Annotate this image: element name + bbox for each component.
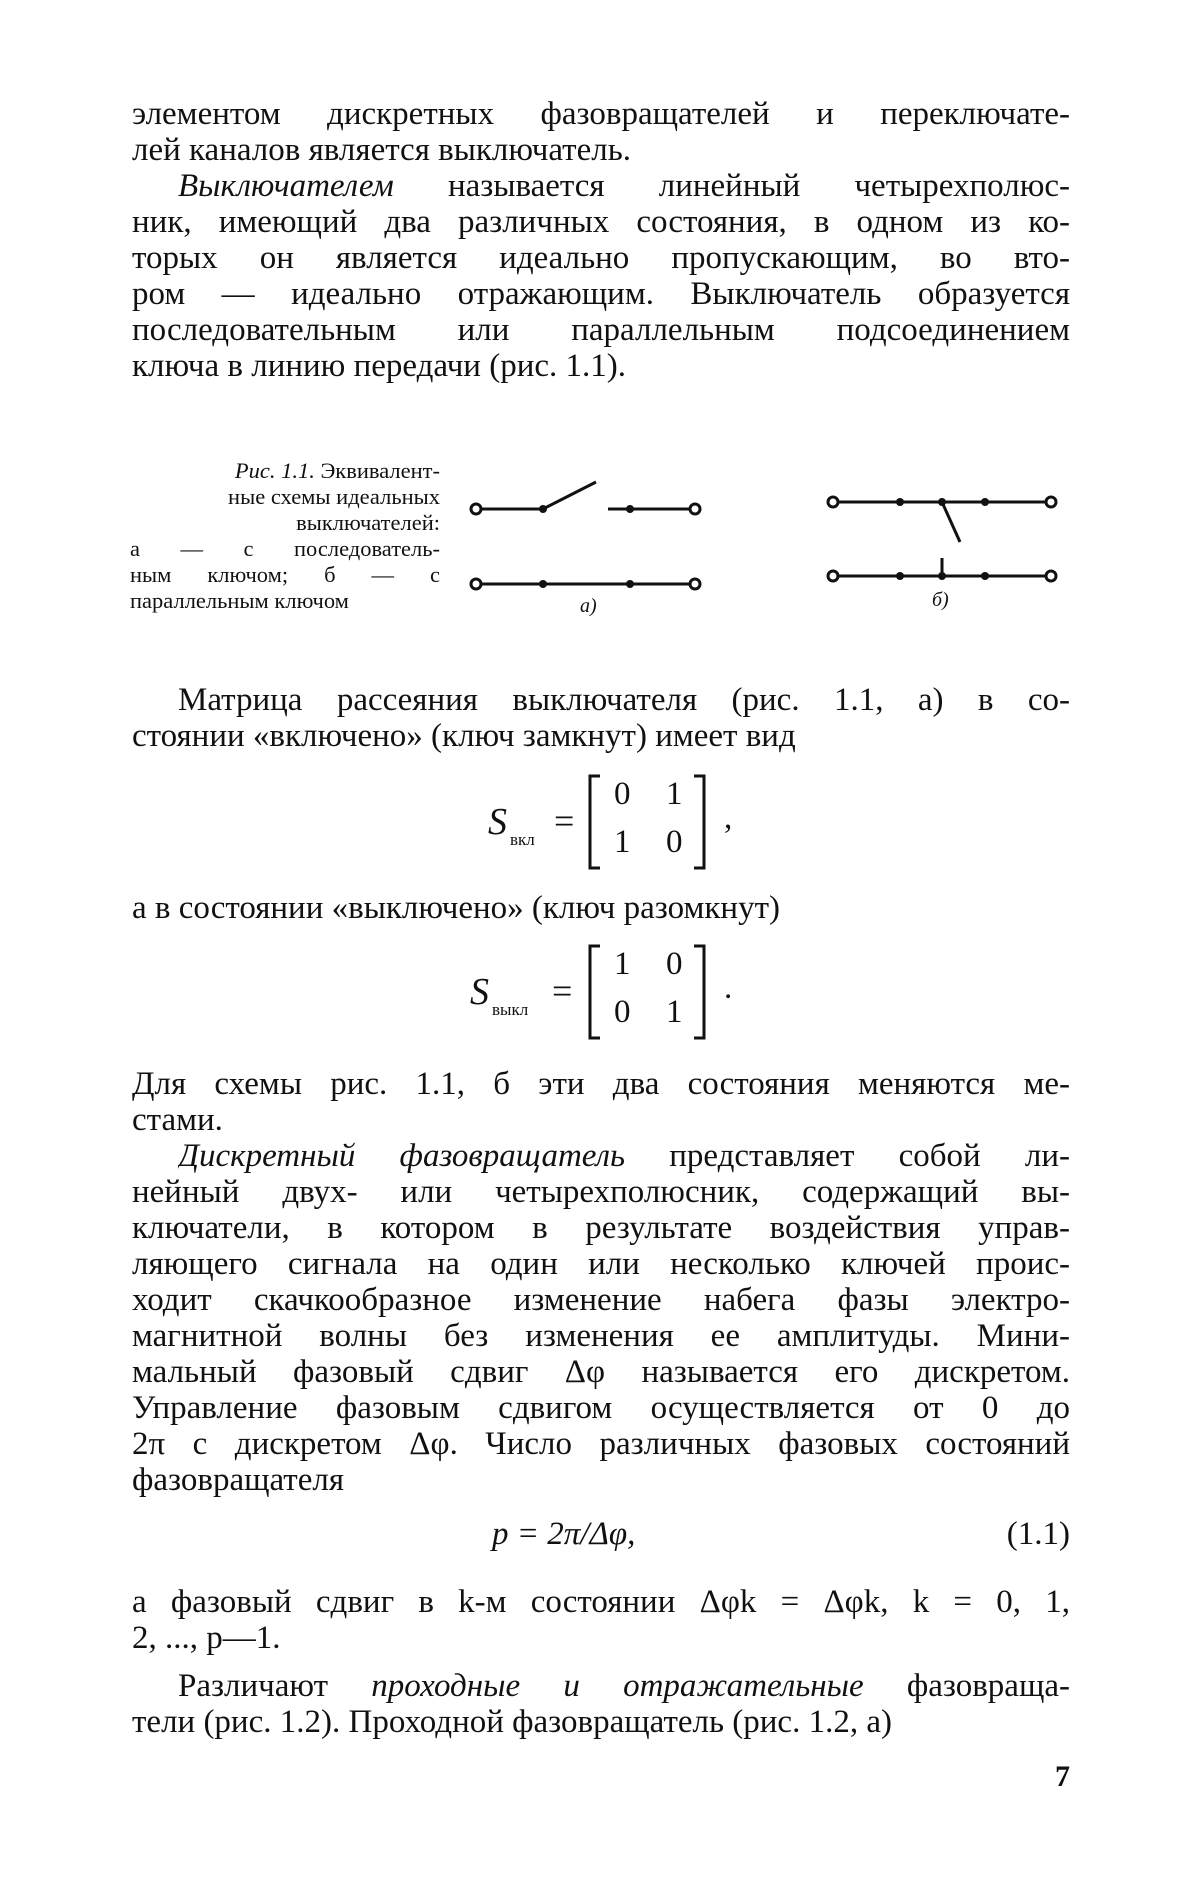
series-switch-diagram — [468, 470, 708, 620]
text-run: Различают — [178, 1668, 372, 1704]
terminal-circle — [1046, 497, 1056, 507]
matrix-cell: 0 — [614, 776, 631, 812]
text-line: а фазовый сдвиг в k-м состоянии Δφk = Δφk, k = 0, 1, — [132, 1584, 1070, 1620]
caption-line: выключателей: — [296, 510, 440, 535]
junction-dot — [896, 572, 904, 580]
figure-sublabel-b: б) — [932, 589, 949, 611]
text-line: нейный двух- или четырехполюсник, содержащий вы- — [132, 1174, 1070, 1210]
text-line: стоянии «включено» (ключ замкнут) имеет вид — [132, 718, 796, 754]
equals-sign: = — [552, 971, 573, 1011]
text-line: 2π с дискретом Δφ. Число различных фазовых состояний — [132, 1426, 1070, 1462]
text-line: фазовращателя — [132, 1462, 345, 1498]
parallel-switch-diagram — [820, 482, 1070, 622]
text-line: последовательным или параллельным подсоединением — [132, 312, 1070, 348]
text-line — [178, 168, 1070, 204]
defined-term: проходные и отражательные — [371, 1668, 864, 1704]
formula-punctuation: . — [724, 970, 733, 1006]
text-line: лей каналов является выключатель. — [132, 132, 631, 168]
text-line: ходит скачкообразное изменение набега фазы электро- — [132, 1282, 1070, 1318]
text-line: ник, имеющий два различных состояния, в одном из ко- — [132, 204, 1070, 240]
terminal-circle — [471, 504, 481, 514]
figure-caption — [130, 458, 440, 614]
matrix-s-off — [470, 942, 770, 1042]
figure-sublabel-a: а) — [580, 595, 597, 617]
switch-contact — [942, 502, 960, 542]
text-line: Для схемы рис. 1.1, б эти два состояния меняются ме- — [132, 1066, 1070, 1102]
text-run: называется линейный четырехполюс- — [393, 168, 1070, 204]
matrix-symbol: S — [470, 971, 489, 1013]
text-line — [178, 1668, 1070, 1704]
matrix-cell: 0 — [666, 946, 683, 982]
terminal-circle — [690, 579, 700, 589]
junction-dot — [981, 498, 989, 506]
text-line: ключа в линию передачи (рис. 1.1). — [132, 348, 627, 384]
text-run: представляет собой ли- — [625, 1138, 1070, 1174]
text-line — [178, 1138, 1070, 1174]
text-line: ключатели, в котором в результате воздействия управ- — [132, 1210, 1070, 1246]
matrix-symbol: S — [488, 801, 507, 843]
equals-sign: = — [554, 801, 575, 841]
caption-line: ные схемы идеальных — [228, 484, 440, 509]
matrix-brackets — [586, 942, 716, 1042]
terminal-circle — [828, 571, 838, 581]
text-line: мальный фазовый сдвиг Δφ называется его дискретом. — [132, 1354, 1070, 1390]
terminal-circle — [828, 497, 838, 507]
matrix-s-on — [488, 772, 768, 872]
equation-1-1: p = 2π/Δφ, — [492, 1516, 636, 1552]
switch-contact — [543, 482, 596, 509]
caption-line: а — с последователь- — [130, 536, 440, 561]
matrix-cell: 1 — [666, 776, 683, 812]
matrix-brackets — [586, 772, 716, 872]
caption-line: ным ключом; б — с — [130, 562, 440, 587]
text-line: Управление фазовым сдвигом осуществляется от 0 до — [132, 1390, 1070, 1426]
text-line: тели (рис. 1.2). Проходной фазовращатель (рис. 1.2, а) — [132, 1704, 892, 1740]
junction-dot — [896, 498, 904, 506]
formula-punctuation: , — [724, 800, 733, 836]
page-number: 7 — [1055, 1760, 1070, 1793]
junction-dot — [938, 572, 946, 580]
text-line: 2, ..., p—1. — [132, 1620, 281, 1656]
text-line: ляющего сигнала на один или несколько ключей проис- — [132, 1246, 1070, 1282]
defined-term: Дискретный фазовращатель — [178, 1138, 626, 1174]
text-line: элементом дискретных фазовращателей и переключате- — [132, 96, 1070, 132]
junction-dot — [938, 498, 946, 506]
equation-number: (1.1) — [1006, 1516, 1070, 1552]
text-line: торых он является идеально пропускающим, во вто- — [132, 240, 1070, 276]
text-run: фазовраща- — [863, 1668, 1070, 1704]
figure-label: Рис. 1.1. — [234, 458, 315, 483]
matrix-cell: 1 — [614, 824, 631, 860]
junction-dot — [626, 505, 634, 513]
caption-line: параллельным ключом — [130, 588, 349, 613]
terminal-circle — [1046, 571, 1056, 581]
text-line: ром — идеально отражающим. Выключатель образуется — [132, 276, 1070, 312]
junction-dot — [626, 580, 634, 588]
matrix-subscript: вкл — [510, 830, 535, 849]
terminal-circle — [471, 579, 481, 589]
matrix-cell: 1 — [614, 946, 631, 982]
defined-term: Выключателем — [178, 168, 394, 204]
text-line: стами. — [132, 1102, 223, 1138]
junction-dot — [539, 505, 547, 513]
text-line: Матрица рассеяния выключателя (рис. 1.1, а) в со- — [178, 682, 1070, 718]
matrix-subscript: выкл — [492, 1000, 529, 1019]
junction-dot — [981, 572, 989, 580]
terminal-circle — [690, 504, 700, 514]
junction-dot — [539, 580, 547, 588]
text-line: магнитной волны без изменения ее амплитуды. Мини- — [132, 1318, 1070, 1354]
matrix-cell: 0 — [666, 824, 683, 860]
text-line: а в состоянии «выключено» (ключ разомкнут) — [132, 890, 780, 926]
caption-line: Эквивалент- — [320, 458, 440, 483]
matrix-cell: 0 — [614, 994, 631, 1030]
matrix-cell: 1 — [666, 994, 683, 1030]
